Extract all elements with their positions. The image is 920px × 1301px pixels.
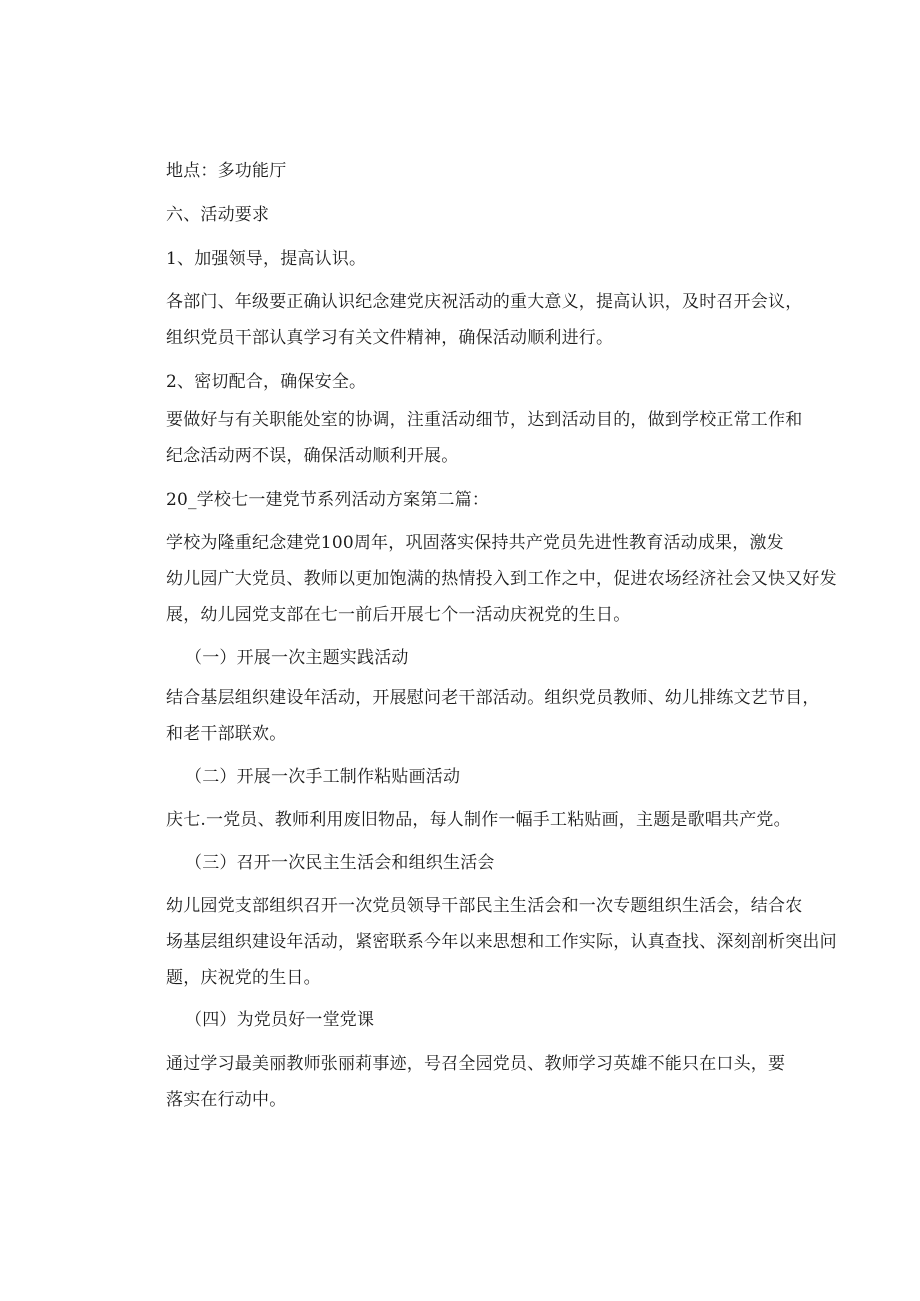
paragraph-line: 纪念活动两不误，确保活动顺利开展。 [166,446,459,466]
paragraph-line: 学校为隆重纪念建党100周年，巩固落实保持共产党员先进性教育活动成果，激发 [166,533,784,553]
paragraph-line: 庆七.一党员、教师利用废旧物品，每人制作一幅手工粘贴画，主题是歌唱共产党。 [166,810,791,830]
part-two-title: 20_学校七一建党节系列活动方案第二篇： [166,490,490,510]
paragraph-line: 落实在行动中。 [166,1090,287,1110]
paragraph-line: 和老干部联欢。 [166,724,287,744]
paragraph-line: 各部门、年级要正确认识纪念建党庆祝活动的重大意义，提高认识，及时召开会议， [166,292,803,312]
subheading-3: （三）召开一次民主生活会和组织生活会 [185,853,495,873]
subheading-2: （二）开展一次手工制作粘贴画活动 [185,767,461,787]
subheading-4: （四）为党员好一堂党课 [185,1010,375,1030]
section-heading-requirements: 六、活动要求 [166,205,270,225]
paragraph-line: 题，庆祝党的生日。 [166,968,321,988]
paragraph-line: 展，幼儿园党支部在七一前后开展七个一活动庆祝党的生日。 [166,605,631,625]
item-heading-1: 1、加强领导，提高认识。 [166,249,367,269]
paragraph-line: 幼儿园党支部组织召开一次党员领导干部民主生活会和一次专题组织生活会，结合农 [166,896,803,916]
subheading-1: （一）开展一次主题实践活动 [185,648,409,668]
paragraph-line: 幼儿园广大党员、教师以更加饱满的热情投入到工作之中，促进农场经济社会又快又好发 [166,569,837,589]
paragraph-line: 通过学习最美丽教师张丽莉事迹，号召全园党员、教师学习英雄不能只在口头，要 [166,1054,786,1074]
paragraph-line: 组织党员干部认真学习有关文件精神，确保活动顺利进行。 [166,328,614,348]
item-heading-2: 2、密切配合，确保安全。 [166,372,367,392]
location-line: 地点：多功能厅 [166,161,287,181]
paragraph-line: 要做好与有关职能处室的协调，注重活动细节，达到活动目的，做到学校正常工作和 [166,410,803,430]
paragraph-line: 结合基层组织建设年活动，开展慰问老干部活动。组织党员教师、幼儿排练文艺节目， [166,688,820,708]
paragraph-line: 场基层组织建设年活动，紧密联系今年以来思想和工作实际，认真查找、深刻剖析突出问 [166,932,837,952]
